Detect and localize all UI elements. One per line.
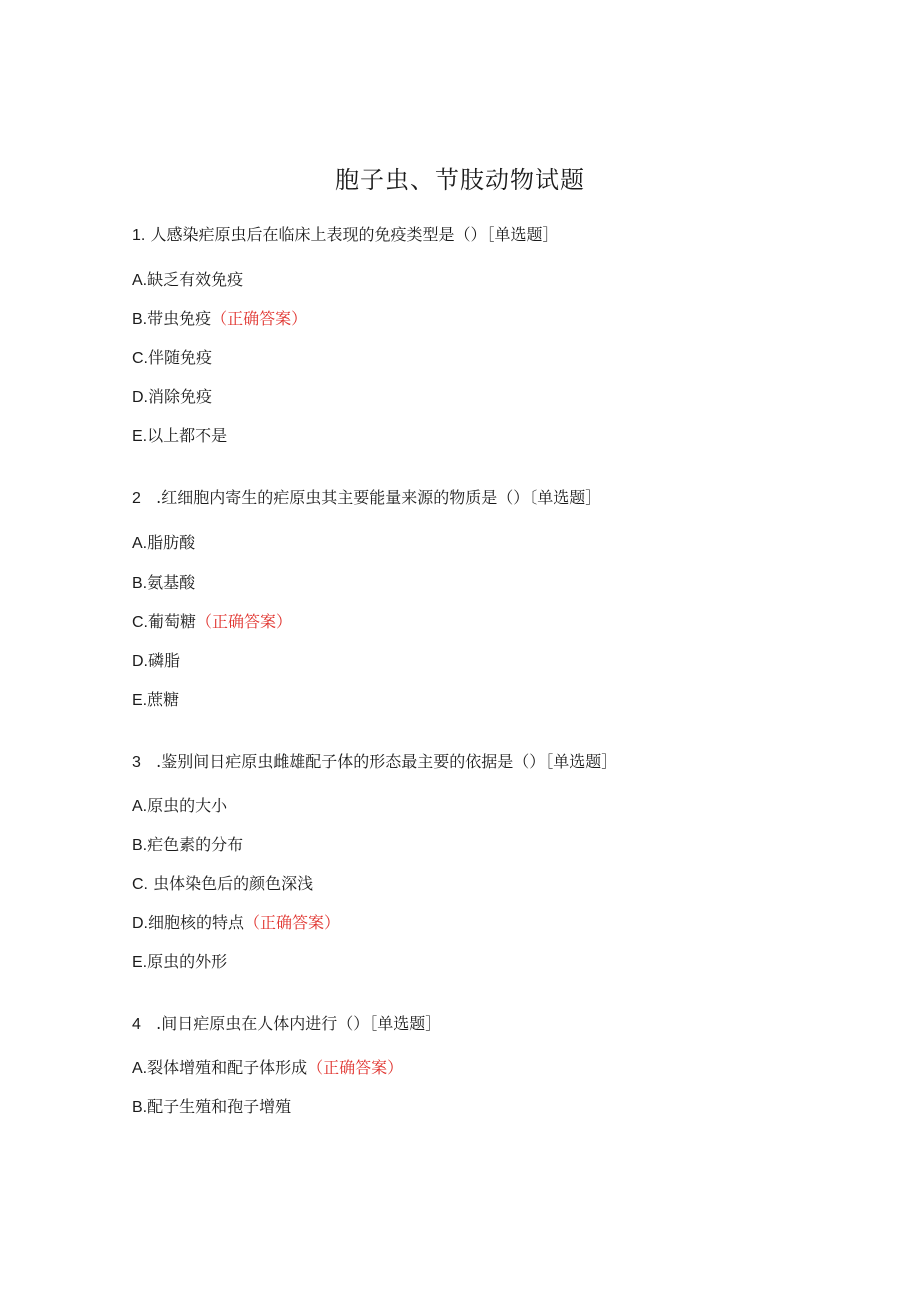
question-text: .红细胞内寄生的疟原虫其主要能量来源的物质是（）〔单选题］ — [156, 488, 602, 507]
option-text: 疟色素的分布 — [147, 835, 244, 854]
page-title: 胞子虫、节肢动物试题 — [335, 166, 585, 194]
question-4 — [132, 1011, 441, 1034]
option-letter: E. — [132, 428, 148, 445]
option-3e — [132, 949, 227, 972]
option-letter: E. — [132, 692, 148, 709]
question-1 — [132, 222, 558, 245]
option-text: 伴随免疫 — [148, 348, 213, 367]
option-text: 原虫的大小 — [147, 796, 228, 815]
option-letter: A. — [132, 272, 148, 289]
correct-answer-mark: （正确答案） — [211, 309, 308, 328]
option-text: 带虫免疫 — [147, 309, 212, 328]
correct-answer-mark: （正确答案） — [196, 612, 293, 631]
option-1d — [132, 384, 212, 407]
option-2e — [132, 687, 179, 710]
option-1e — [132, 423, 227, 446]
option-1c — [132, 345, 212, 368]
option-letter: A. — [132, 798, 148, 815]
question-3 — [132, 749, 617, 772]
option-4a — [132, 1055, 403, 1078]
option-3b — [132, 832, 243, 855]
option-2c — [132, 609, 292, 632]
option-3a — [132, 793, 227, 816]
question-number: 4 — [132, 1016, 141, 1033]
question-2 — [132, 485, 601, 508]
option-text: 细胞核的特点 — [148, 913, 245, 932]
option-1a — [132, 267, 243, 290]
option-text: 缺乏有效免疫 — [147, 270, 244, 289]
option-letter: C. — [132, 350, 148, 367]
option-4b — [132, 1094, 291, 1117]
option-letter: D. — [132, 389, 148, 406]
option-text: 虫体染色后的颜色深浅 — [153, 874, 314, 893]
option-text: 配子生殖和孢子增殖 — [147, 1097, 292, 1116]
option-letter: E. — [132, 954, 148, 971]
question-number: 2 — [132, 490, 141, 507]
option-2d — [132, 648, 180, 671]
option-letter: D. — [132, 915, 148, 932]
option-letter: B. — [132, 837, 148, 854]
option-letter: B. — [132, 1099, 148, 1116]
question-text: 人感染疟原虫后在临床上表现的免疫类型是（）［单选题］ — [150, 225, 559, 244]
correct-answer-mark: （正确答案） — [307, 1058, 404, 1077]
option-letter: C. — [132, 876, 148, 893]
option-1b — [132, 306, 307, 329]
option-text: 葡萄糖 — [148, 612, 197, 631]
option-2b — [132, 570, 195, 593]
option-2a — [132, 530, 195, 553]
question-text: .鉴别间日疟原虫雌雄配子体的形态最主要的依据是（）［单选题］ — [156, 752, 618, 771]
option-text: 原虫的外形 — [147, 952, 228, 971]
option-letter: B. — [132, 311, 148, 328]
option-letter: C. — [132, 614, 148, 631]
option-letter: A. — [132, 1060, 148, 1077]
option-text: 脂肪酸 — [147, 533, 196, 552]
option-text: 氨基酸 — [147, 573, 196, 592]
question-text: .间日疟原虫在人体内进行（）［单选题］ — [156, 1014, 442, 1033]
option-text: 蔗糖 — [147, 690, 180, 709]
option-letter: A. — [132, 535, 148, 552]
option-letter: D. — [132, 653, 148, 670]
option-text: 以上都不是 — [147, 426, 228, 445]
option-letter: B. — [132, 575, 148, 592]
correct-answer-mark: （正确答案） — [244, 913, 341, 932]
option-3d — [132, 910, 340, 933]
question-number: 1. — [132, 227, 146, 244]
option-text: 磷脂 — [148, 651, 181, 670]
option-text: 裂体增殖和配子体形成 — [147, 1058, 308, 1077]
option-text: 消除免疫 — [148, 387, 213, 406]
option-3c — [132, 871, 313, 894]
question-number: 3 — [132, 754, 141, 771]
